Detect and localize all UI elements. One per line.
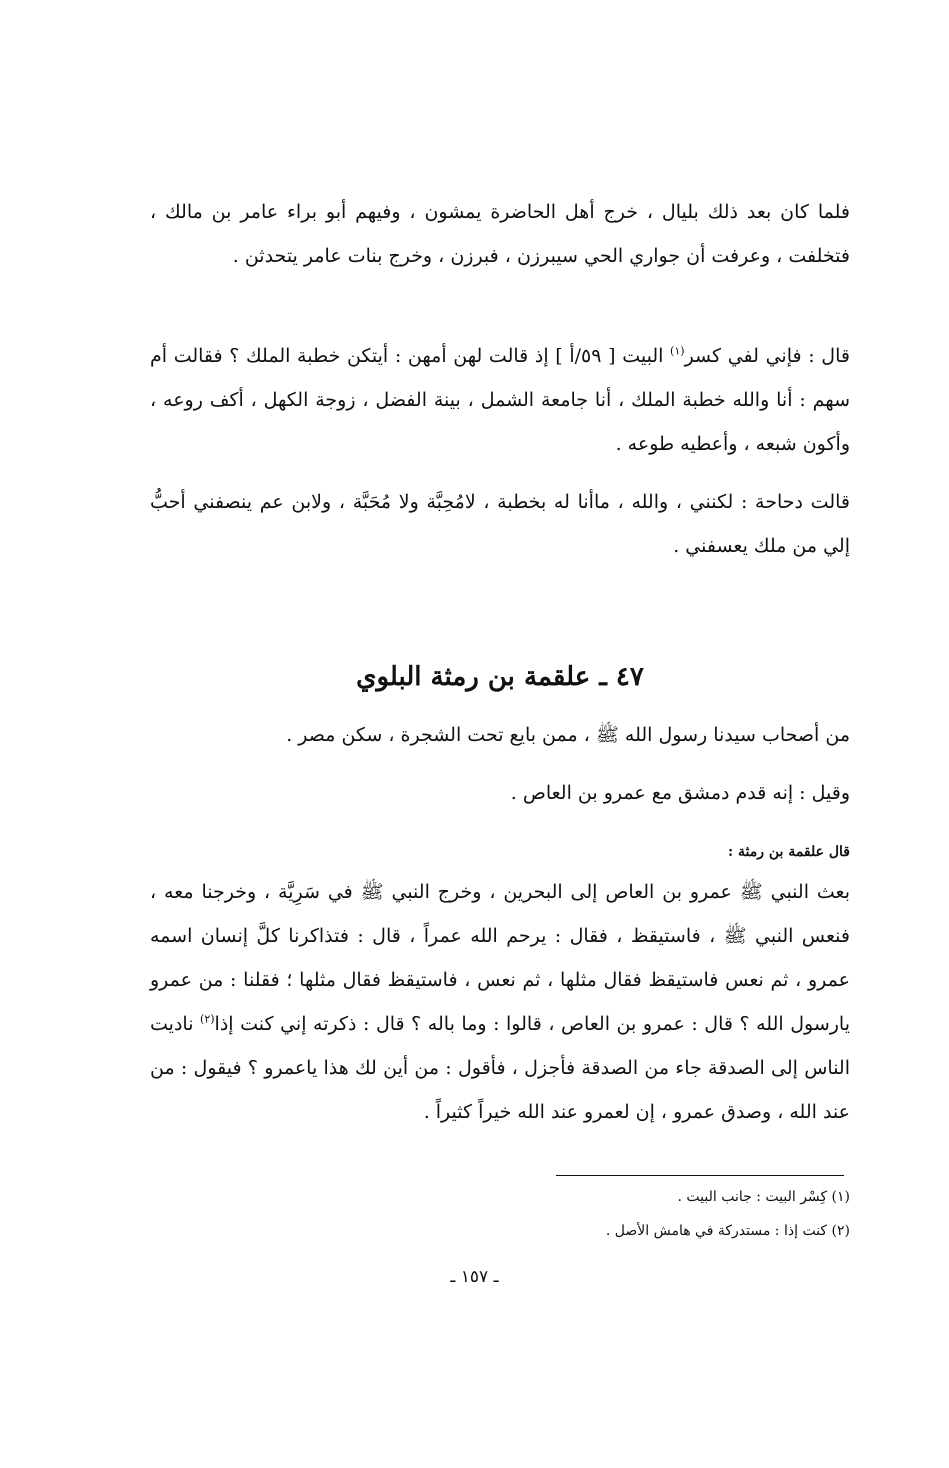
intro-line-2	[150, 771, 850, 815]
paragraph-4-text	[150, 870, 850, 1134]
paragraph-2-text	[150, 334, 850, 466]
paragraph-2-after-ref: البيت [ ٥٩/أ ] إذ قالت لهن أمهن : أيتكن خطبة الملك ؟ فقالت أم سهم : أنا والله خطبة الملك ، أنا جامعة الشمل ، بينة الفضل ، زوجة الكهل ، أكف روعه ، وأكون شبعه ، وأعطيه طوعه .	[150, 345, 850, 455]
sub-heading: قال علقمة بن رمثة :	[727, 844, 850, 860]
section-heading: ٤٧ ـ علقمة بن رمثة البلوي	[356, 662, 644, 692]
paragraph-4-before-ref: بعث النبي ﷺ عمرو بن العاص إلى البحرين ، وخرج النبي ﷺ في سَرِيَّة ، وخرجنا معه ، فنعس النبي ﷺ ، فاستيقظ ، فقال : يرحم الله عمراً ، قال : فتذاكرنا كلَّ إنسان اسمه عمرو ، ثم نعس فاستيقظ فقال مثلها ، ثم نعس ، فاستيقظ فقال مثلها ؛ فقلنا : من عمرو يارسول الله ؟ قال : عمرو بن العاص ، قالوا : وما باله ؟ قال : ذكرته إني كنت إذا	[150, 881, 850, 1035]
paragraph-3	[150, 480, 850, 568]
paragraph-4	[150, 870, 850, 1134]
footnote-ref-1: (١)	[670, 344, 685, 358]
footnote-ref-2: (٢)	[200, 1012, 215, 1026]
paragraph-1-text: فلما كان بعد ذلك بليال ، خرج أهل الحاضرة يمشون ، وفيهم أبو براء عامر بن مالك ، فتخلفت ، وعرفت أن جواري الحي سيبرزن ، فبرزن ، وخرج بنات عامر يتحدثن .	[150, 201, 850, 267]
footnote-1: (١) كِسْر البيت : جانب البيت .	[677, 1189, 850, 1205]
footnote-divider	[556, 1175, 844, 1176]
paragraph-1	[150, 190, 850, 278]
paragraph-3-text: قالت دحاحة : لكنني ، والله ، ماأنا له بخطبة ، لامُحِبَّة ولا مُحَبَّة ، ولابن عم ينصفني أحبُّ إلي من ملك يعسفني .	[150, 491, 850, 557]
paragraph-4-after-ref: ناديت الناس إلى الصدقة جاء من الصدقة فأجزل ، فأقول : من أين لك هذا ياعمرو ؟ فيقول : من عند الله ، وصدق عمرو ، إن لعمرو عند الله خيراً كثيراً .	[150, 1013, 850, 1123]
page-number: ـ ١٥٧ ـ	[450, 1267, 499, 1287]
paragraph-2	[150, 334, 850, 466]
footnote-2: (٢) كنت إذا : مستدركة في هامش الأصل .	[605, 1223, 850, 1239]
intro-line-1-text: من أصحاب سيدنا رسول الله ﷺ ، ممن بايع تحت الشجرة ، سكن مصر .	[286, 724, 850, 746]
intro-line-2-text: وقيل : إنه قدم دمشق مع عمرو بن العاص .	[510, 782, 850, 804]
intro-line-1	[150, 713, 850, 757]
paragraph-2-before-ref: قال : فإني لفي كسر	[684, 345, 850, 367]
